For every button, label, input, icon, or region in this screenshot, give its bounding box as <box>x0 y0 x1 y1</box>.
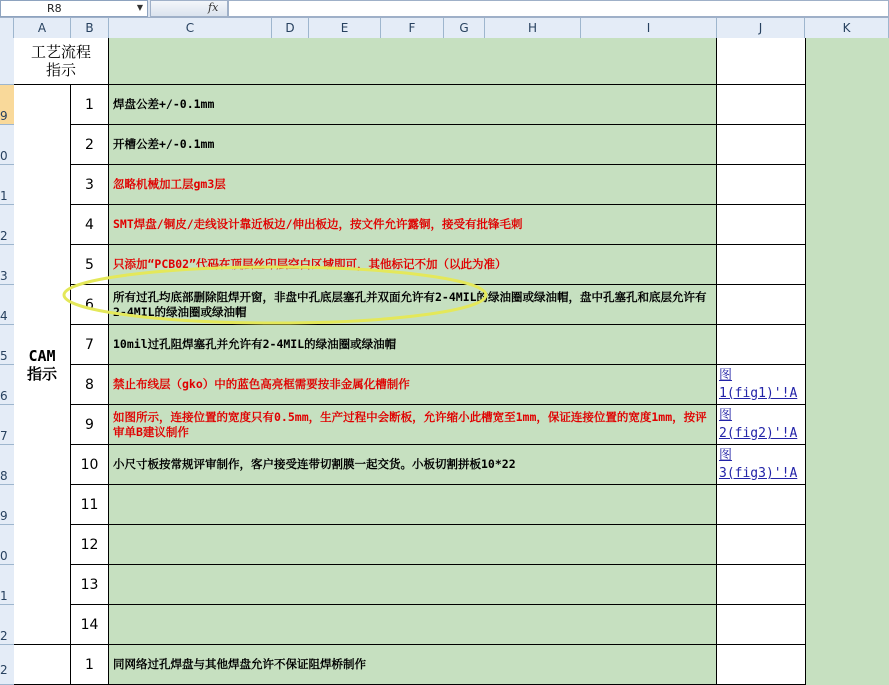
row-header[interactable]: 0 <box>0 125 14 165</box>
row-header[interactable]: 2 <box>0 205 14 245</box>
row-number-cell[interactable]: 8 <box>71 365 109 405</box>
process-title-cell[interactable] <box>14 38 109 85</box>
column-header-g[interactable]: G <box>444 18 485 38</box>
instruction-cell[interactable] <box>109 525 717 565</box>
row-header[interactable]: 5 <box>0 325 14 365</box>
instruction-cell[interactable]: 所有过孔均底部删除阻焊开窗，非盘中孔底层塞孔并双面允许有2-4MIL的绿油圈或绿油帽，盘中孔塞孔和底层允许有2-4MIL的绿油圈或绿油帽 <box>109 285 717 325</box>
instruction-cell[interactable] <box>109 605 717 645</box>
select-all-corner[interactable] <box>0 18 14 38</box>
row-number-cell[interactable]: 1 <box>71 645 109 685</box>
row-number-cell[interactable]: 11 <box>71 485 109 525</box>
row-header[interactable]: 3 <box>0 245 14 285</box>
row-number-cell[interactable]: 6 <box>71 285 109 325</box>
column-header-b[interactable]: B <box>71 18 109 38</box>
formula-input[interactable] <box>228 0 889 17</box>
row-header[interactable]: 1 <box>0 565 14 605</box>
figure-link[interactable]: 图3(fig3)'!A <box>717 445 806 485</box>
column-header-j[interactable]: J <box>717 18 805 38</box>
column-header-f[interactable]: F <box>381 18 444 38</box>
figure-link[interactable]: 图2(fig2)'!A <box>717 405 806 445</box>
row-header[interactable] <box>0 38 14 85</box>
row-header[interactable]: 6 <box>0 365 14 405</box>
instruction-cell[interactable]: 小尺寸板按常规评审制作，客户接受连带切割膜一起交货。小板切割拼板10*22 <box>109 445 717 485</box>
column-header-k[interactable]: K <box>805 18 889 38</box>
reference-cell[interactable] <box>717 205 806 245</box>
instruction-cell[interactable]: 忽略机械加工层gm3层 <box>109 165 717 205</box>
row-header[interactable]: 4 <box>0 285 14 325</box>
column-header-d[interactable]: D <box>272 18 309 38</box>
title-content-cell[interactable] <box>109 38 717 85</box>
row-number-cell[interactable]: 9 <box>71 405 109 445</box>
cam-label-line1: CAM <box>28 346 56 365</box>
row-header[interactable]: 2 <box>0 605 14 645</box>
reference-cell[interactable] <box>717 85 806 125</box>
reference-cell[interactable] <box>717 605 806 645</box>
row-header[interactable]: 9 <box>0 485 14 525</box>
reference-cell[interactable] <box>717 125 806 165</box>
name-box[interactable]: R8 <box>0 0 148 17</box>
column-header-a[interactable]: A <box>14 18 71 38</box>
reference-cell[interactable] <box>717 325 806 365</box>
row-number-cell[interactable]: 10 <box>71 445 109 485</box>
row-number-cell[interactable]: 4 <box>71 205 109 245</box>
next-section-cell[interactable] <box>14 645 71 685</box>
function-icon[interactable]: fx <box>208 1 219 14</box>
reference-cell[interactable] <box>717 165 806 205</box>
instruction-cell[interactable]: 禁止布线层（gko）中的蓝色高亮框需要按非金属化槽制作 <box>109 365 717 405</box>
cam-instruction-cell[interactable] <box>14 85 71 645</box>
instruction-cell[interactable] <box>109 565 717 605</box>
reference-cell[interactable] <box>717 645 806 685</box>
figure-link[interactable]: 图1(fig1)'!A <box>717 365 806 405</box>
row-number-cell[interactable]: 7 <box>71 325 109 365</box>
instruction-cell[interactable]: SMT焊盘/铜皮/走线设计靠近板边/伸出板边，按文件允许露铜，接受有批锋毛刺 <box>109 205 717 245</box>
row-number-cell[interactable]: 13 <box>71 565 109 605</box>
instruction-cell[interactable]: 焊盘公差+/-0.1mm <box>109 85 717 125</box>
instruction-cell[interactable]: 同网络过孔焊盘与其他焊盘允许不保证阻焊桥制作 <box>109 645 717 685</box>
reference-cell[interactable] <box>717 565 806 605</box>
instruction-cell[interactable]: 开槽公差+/-0.1mm <box>109 125 717 165</box>
reference-cell[interactable] <box>717 525 806 565</box>
row-number-cell[interactable]: 2 <box>71 125 109 165</box>
column-header-c[interactable]: C <box>109 18 272 38</box>
row-header[interactable]: 9 <box>0 85 14 125</box>
row-header[interactable]: 2 <box>0 645 14 685</box>
column-header-e[interactable]: E <box>309 18 381 38</box>
instruction-cell[interactable]: 如图所示，连接位置的宽度只有0.5mm，生产过程中会断板，允许缩小此槽宽至1mm，保证连接位置的宽度1mm，按评审单B建议制作 <box>109 405 717 445</box>
column-header-i[interactable]: I <box>581 18 717 38</box>
row-number-cell[interactable]: 1 <box>71 85 109 125</box>
process-title-line2: 指示 <box>45 61 76 79</box>
column-header-h[interactable]: H <box>485 18 581 38</box>
instruction-cell[interactable] <box>109 485 717 525</box>
row-number-cell[interactable]: 12 <box>71 525 109 565</box>
reference-cell[interactable] <box>717 245 806 285</box>
instruction-cell[interactable]: 10mil过孔阻焊塞孔并允许有2-4MIL的绿油圈或绿油帽 <box>109 325 717 365</box>
process-title-line1: 工艺流程 <box>30 43 91 61</box>
reference-cell[interactable] <box>717 485 806 525</box>
row-header[interactable]: 8 <box>0 445 14 485</box>
row-number-cell[interactable]: 3 <box>71 165 109 205</box>
title-j-cell[interactable] <box>717 38 806 85</box>
row-number-cell[interactable]: 5 <box>71 245 109 285</box>
cam-label-line2: 指示 <box>26 364 57 383</box>
instruction-cell[interactable]: 只添加“PCB02”代码在顶层丝印层空白区域即可，其他标记不加（以此为准） <box>109 245 717 285</box>
row-header[interactable]: 7 <box>0 405 14 445</box>
chevron-down-icon[interactable]: ▼ <box>136 3 144 12</box>
row-number-cell[interactable]: 14 <box>71 605 109 645</box>
row-header[interactable]: 0 <box>0 525 14 565</box>
row-header[interactable]: 1 <box>0 165 14 205</box>
reference-cell[interactable] <box>717 285 806 325</box>
